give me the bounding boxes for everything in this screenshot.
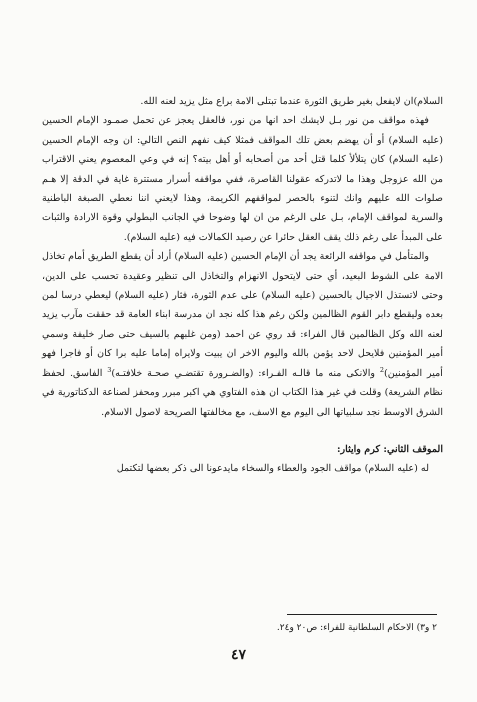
text-line: تحسب على الدين، وحتى لاتستذل الاجيال بالحسين (عليه السلام) على عدم الثورة، فثار: [42, 270, 443, 302]
text-line: واليوم الاخر ان يبيت ولايراه إماما عليه برا كان أو فاجرا فهو أمير المؤمنين)$^2$ والانكى منه ما: [42, 348, 443, 379]
text-line: احمد (ومن غلبهم بالسيف حتى صار خليفة وسمي أمير المؤمنين فلايحل لاحد يؤمن بالله: [42, 328, 443, 360]
text-line: ان وجه الإمام الحسين (عليه السلام) كان يتلألأ كلما قتل أحد من أصحابه أو أهل بيته؟ إنه: [42, 134, 443, 166]
body-text: [42, 92, 443, 479]
text-line: الفاسق. لحفظ نظام الشريعة) وقلت في غير هذا الكتاب ان هذه الفتاوي هي اكبر مبرر: [42, 367, 443, 399]
text-line: الكريمة، وهذا لايعني اننا نعطي الصبغة الباطنية والسرية لمواقف الإمام، بـل على الرغم من: [42, 193, 443, 224]
text-line: السلام)ان لايفعل بغير طريق الثورة عندما تبتلى الامة براع مثل يزيد لعنه الله.: [140, 96, 443, 107]
footnote-marker: 3: [107, 365, 112, 374]
text-line: أمام تخاذل الامة على الشوط البعيد، أي حتى لايتحول الانهزام والتخاذل الى تنظير وعقيدة: [42, 251, 443, 282]
page-number: ٤٧: [230, 647, 247, 663]
footnote: ٢ و٣) الاحكام السلطانية للفراء: ص٢٠ و٢٤.: [276, 623, 437, 633]
text-line: (عليه السلام) ليعطي درسا لمن بعده وليقطع دابر القوم الظالمين ولكن رغم هذا كله نجد ان: [42, 290, 443, 321]
text-line: والمتأمل في مواقفه الرائعة يجد أن الإمام الحسين (عليه السلام) أراد أن يقطع الطريق: [87, 251, 429, 263]
text-line: قالـه الفـراء: (والضـرورة تقتضـي صحـة خلافتـه)$^3$: [107, 365, 311, 379]
text-line: ومحفز لصناعة الدكتاتورية في الشرق الاوسط نجد سلبياتها الى اليوم مع الاسف، مع: [42, 387, 443, 418]
paragraph-3: [42, 247, 443, 422]
paragraph-1: [42, 92, 443, 111]
text-line: مواقفه أسرار مستترة غاية في الدقة إلا هـم صلوات الله عليهم وانك لتنوء بالحصر لمواقفهم: [42, 173, 443, 205]
text-line: مدرسة ابناء العامة قد حققت مآرب يزيد لعنه الله وكل الظالمين قال الفراء: قد روي عن: [42, 309, 443, 340]
text-line: ان لها وضوحا في الجانب البطولي وقوة الارادة والثبات على المبدأ على رغم ذلك يقف: [42, 212, 443, 243]
text-line: الإمام الحسين (عليه السلام) أو أن يهضم بعض تلك المواقف فمثلا كيف نفهم النص التالي:: [42, 115, 443, 146]
paragraph-2: [42, 111, 443, 247]
text-line: العقل حائرا عن رصيد الكمالات فيه (عليه السلام).: [123, 231, 321, 243]
text-line: في وعي المعصوم يعني الاقتراب من الله عزوجل وهذا ما لاتدركه عقولنا القاصرة، ففي: [42, 154, 443, 185]
footnote-marker: 2: [379, 365, 385, 374]
section-heading: الموقف الثاني: كرم وايثار:: [336, 443, 443, 455]
footnote-divider: [287, 614, 437, 615]
text-line: مخالفتها الصريحة لاصول الاسلام.: [101, 406, 233, 418]
section-text: له (عليه السلام) مواقف الجود والعطاء والسخاء مايدعونا الى ذكر بعضها لتكتمل: [116, 463, 429, 475]
text-line: فهذه مواقف من نور بـل لايشك احد انها من نور، فالعقل يعجز عن تحمل صمـود: [102, 115, 429, 127]
